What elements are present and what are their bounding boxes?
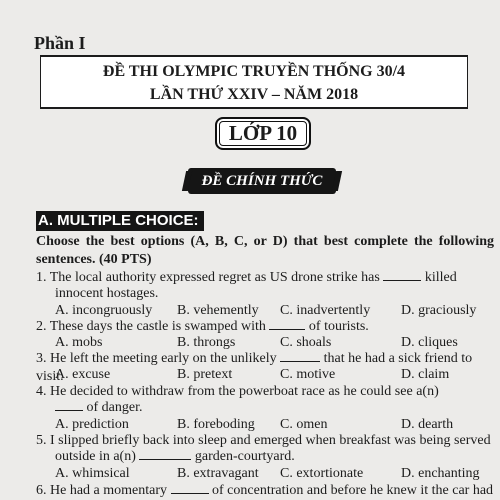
question-number: 4. xyxy=(36,384,47,399)
exam-title-box xyxy=(40,55,468,109)
option-c: C. inadvertently xyxy=(280,303,371,318)
question-number: 5. xyxy=(36,433,47,448)
question-number: 6. xyxy=(36,483,47,498)
answer-blank xyxy=(171,482,209,494)
grade-label: LỚP 10 xyxy=(215,117,311,150)
section-title: A. MULTIPLE CHOICE: xyxy=(36,211,204,231)
option-d: D. claim xyxy=(401,367,450,382)
question-text: He left the meeting early on the unlikely xyxy=(50,351,277,366)
option-c: C. shoals xyxy=(280,335,332,350)
option-a: A. excuse xyxy=(55,367,111,382)
exam-subtitle: LẦN THỨ XXIV – NĂM 2018 xyxy=(149,86,359,103)
question-number: 1. xyxy=(36,270,47,285)
question-text: I slipped briefly back into sleep and emerged when breakfast was being served xyxy=(50,433,491,448)
question-text: He decided to withdraw from the powerboat race as he could see a(n) xyxy=(50,384,439,399)
option-a: A. incongruously xyxy=(55,303,153,318)
option-d: D. graciously xyxy=(401,303,477,318)
option-d: D. cliques xyxy=(401,335,458,350)
answer-blank xyxy=(55,399,83,411)
question-text: The local authority expressed regret as US drone strike has xyxy=(49,270,380,285)
option-b: B. extravagant xyxy=(177,466,259,481)
question-number: 2. xyxy=(36,319,47,334)
option-b: B. foreboding xyxy=(177,417,255,432)
part-label: Phần I xyxy=(34,33,86,53)
option-c: C. extortionate xyxy=(280,466,364,481)
option-a: A. prediction xyxy=(55,417,129,432)
option-c: C. motive xyxy=(280,367,336,382)
option-c: C. omen xyxy=(280,417,328,432)
question-4-continuation xyxy=(55,399,142,417)
question-text-after: of danger. xyxy=(86,400,143,415)
answer-blank xyxy=(269,318,305,330)
question-5-continuation xyxy=(55,448,295,466)
question-1-continuation: innocent hostages. xyxy=(55,286,159,301)
question-text-after: of concentration and before he knew it the car had xyxy=(212,483,494,498)
answer-blank xyxy=(139,448,191,460)
option-b: B. pretext xyxy=(177,367,233,382)
question-text-after: that he had a sick friend to visit. xyxy=(36,351,473,384)
question-number: 3. xyxy=(36,351,47,366)
question-text: outside in a(n) xyxy=(55,449,136,464)
option-b: B. vehemently xyxy=(177,303,259,318)
option-a: A. mobs xyxy=(55,335,103,350)
question-6 xyxy=(36,482,496,500)
official-exam-badge: ĐỀ CHÍNH THỨC xyxy=(188,168,336,194)
exam-title: ĐỀ THI OLYMPIC TRUYỀN THỐNG 30/4 xyxy=(102,63,406,80)
option-b: B. throngs xyxy=(177,335,236,350)
answer-blank xyxy=(383,269,421,281)
question-text: He had a momentary xyxy=(50,483,168,498)
option-d: D. enchanting xyxy=(401,466,480,481)
question-text-after: of tourists. xyxy=(308,319,369,334)
question-text-after: killed xyxy=(424,270,457,285)
question-text-after: garden-courtyard. xyxy=(194,449,295,464)
section-instructions: Choose the best options (A, B, C, or D) that best complete the following sentences. (40 PTS) xyxy=(36,234,494,267)
option-a: A. whimsical xyxy=(55,466,130,481)
answer-blank xyxy=(280,350,320,362)
option-d: D. dearth xyxy=(401,417,454,432)
question-text: These days the castle is swamped with xyxy=(49,319,266,334)
